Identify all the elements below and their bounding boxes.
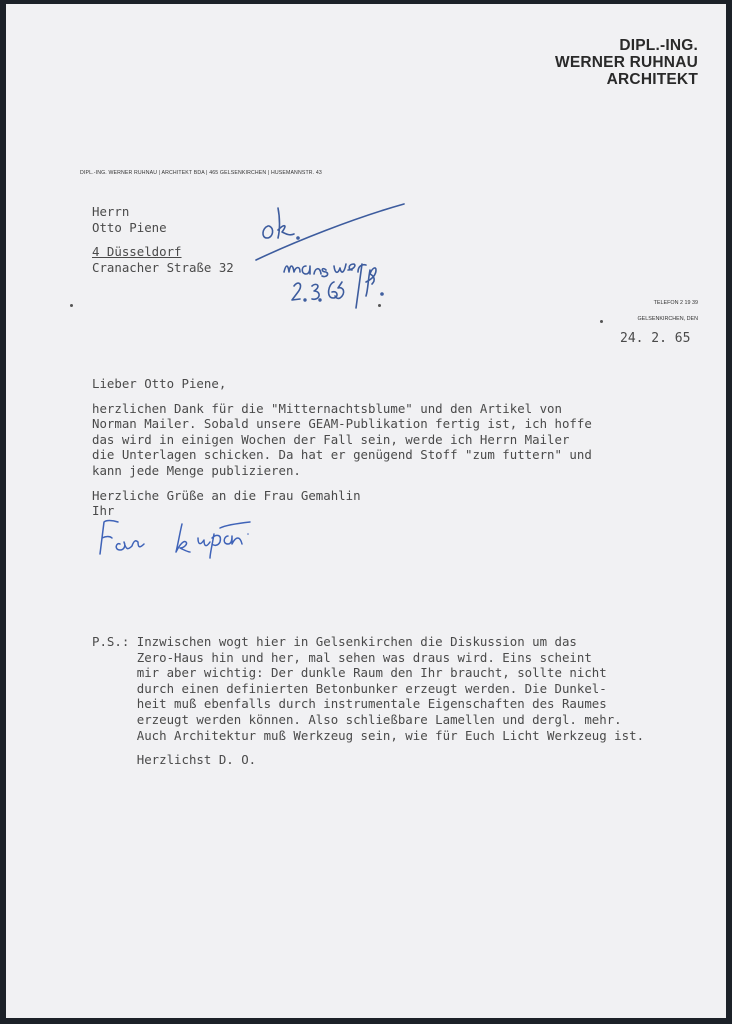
- body-line: die Unterlagen schicken. Da hat er genügend Stoff "zum futtern" und: [92, 447, 592, 463]
- letter-date: 24. 2. 65: [620, 331, 691, 346]
- greeting: Lieber Otto Piene,: [92, 376, 227, 391]
- body-line: das wird in einigen Wochen der Fall sein, werde ich Herrn Mailer: [92, 431, 570, 447]
- ps-line: mir aber wichtig: Der dunkle Raum den Ihr braucht, sollte nicht: [92, 665, 607, 681]
- signature: [90, 514, 300, 562]
- logo-line-2: WERNER RUHNAU: [555, 54, 698, 71]
- letterhead-address: DIPL.-ING. WERNER RUHNAU | ARCHITEKT BDA | 465 GELSENKIRCHEN | HUSEMANNSTR. 43: [80, 170, 322, 176]
- fold-mark-left: [70, 304, 73, 307]
- postscript: [92, 634, 644, 768]
- body-line: herzlichen Dank für die "Mitternachtsblume" und den Artikel von: [92, 400, 562, 416]
- ps-line: Auch Architektur muß Werkzeug sein, wie für Euch Licht Werkzeug ist.: [92, 727, 645, 743]
- logo-line-3: ARCHITEKT: [606, 71, 698, 88]
- body-line: Norman Mailer. Sobald unsere GEAM-Publikation fertig ist, ich hoffe: [92, 416, 592, 432]
- recipient-name: Otto Piene: [92, 219, 167, 235]
- ps-line: heit muß ebenfalls durch instrumentale Eigenschaften des Raumes: [92, 696, 607, 712]
- letter-body: [92, 376, 592, 519]
- fold-mark-right: [600, 320, 603, 323]
- recipient-street: Cranacher Straße 32: [92, 259, 234, 275]
- telephone-label: TELEFON 2 19 39: [653, 300, 698, 306]
- closing: Herzliche Grüße an die Frau Gemahlin: [92, 487, 361, 503]
- letterhead-logo: [555, 37, 698, 88]
- closing-ihr: Ihr: [92, 503, 115, 519]
- ps-signoff: Herzlichst D. O.: [92, 752, 257, 768]
- handwritten-annotation: [254, 190, 414, 315]
- ps-line: durch einen definierten Betonbunker erzeugt werden. Die Dunkel-: [92, 680, 607, 696]
- letter-page: [6, 4, 726, 1018]
- place-label: GELSENKIRCHEN, DEN: [637, 316, 698, 322]
- logo-line-1: DIPL.-ING.: [619, 37, 698, 54]
- ps-line: Zero-Haus hin und her, mal sehen was draus wird. Eins scheint: [92, 649, 592, 665]
- fold-mark-center: [378, 304, 381, 307]
- recipient-address: [92, 204, 234, 275]
- body-line: kann jede Menge publizieren.: [92, 462, 301, 478]
- ps-line: erzeugt werden können. Also schließbare Lamellen und dergl. mehr.: [92, 711, 622, 727]
- ps-line: P.S.: Inzwischen wogt hier in Gelsenkirchen die Diskussion um das: [92, 634, 577, 649]
- recipient-salutation: Herrn: [92, 204, 130, 219]
- recipient-city: 4 Düsseldorf: [92, 244, 182, 260]
